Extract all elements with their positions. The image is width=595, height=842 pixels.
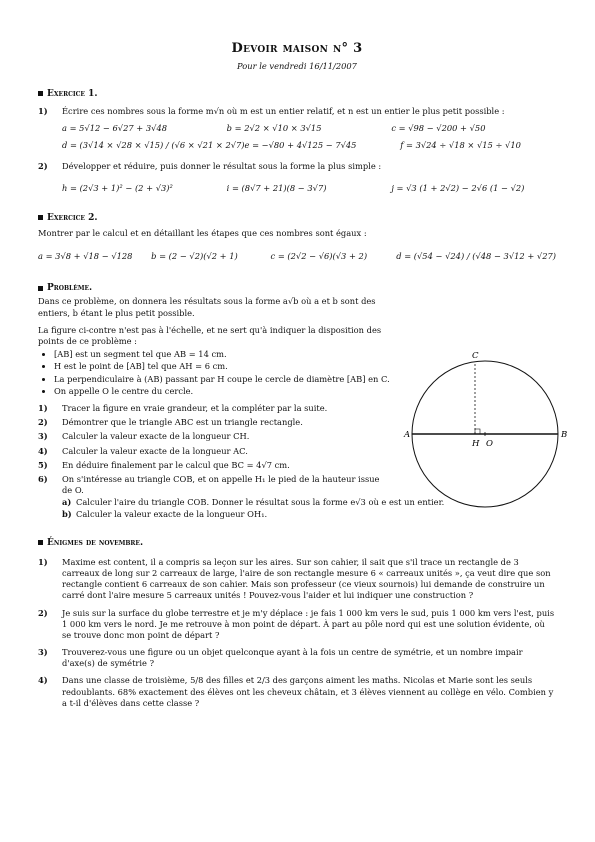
list-item: 4) Dans une classe de troisième, 5/8 des filles et 2/3 des garçons aiment les maths. Nicolas et Marie sont les seuls redoublants. 68% exactement des élèves ont les cheveux châtain, et 3 élèves viennent au collège en vélo. Combien y a t-il d'élèves dans cette classe ? (38, 675, 554, 708)
label-c: C (472, 351, 479, 361)
expr-h: h = (2√3 + 1)² − (2 + √3)² (62, 182, 173, 193)
list-item: • H est le point de [AB] tel que AH = 6 cm. (54, 361, 390, 372)
list-item: b) Calculer la valeur exacte de la longueur OH₁. (62, 509, 268, 520)
circle-figure (370, 318, 570, 518)
expr-i: i = (8√7 + 21)(8 − 3√7) (226, 182, 327, 193)
label-o: O (486, 439, 493, 449)
list-item: • [AB] est un segment tel que AB = 14 cm. (54, 349, 390, 360)
ex1-question-1: 1) Écrire ces nombres sous la forme m√n où m est un entier relatif, et n est un entier le plus petit possible : (38, 105, 505, 116)
expr-e: e = −√80 + 4√125 − 7√45 (244, 140, 357, 151)
expr-b: b = 2√2 × √10 × 3√15 (226, 123, 322, 134)
label-b: B (561, 430, 568, 440)
list-item: • La perpendiculaire à (AB) passant par H coupe le cercle de diamètre [AB] en C. (54, 374, 390, 385)
list-item: 3) Trouverez-vous une figure ou un objet quelconque ayant à la fois un centre de symétrie, et un nombre impair d'axe(s) de symétrie ? (38, 647, 523, 669)
list-item: a) Calculer l'aire du triangle COB. Donner le résultat sous la forme e√3 où e est un entier. (62, 497, 445, 508)
ex2-expr-c: c = (2√2 − √6)(√3 + 2) (270, 251, 368, 262)
exercise-1-heading: Exercice 1. (38, 88, 556, 100)
page-title: Devoir maison n° 3 (231, 41, 363, 56)
ex1-row-3 (62, 183, 556, 194)
ex1-question-2: 2) Développer et réduire, puis donner le résultat sous la forme la plus simple : (38, 161, 382, 172)
list-item: 1) Tracer la figure en vraie grandeur, et la compléter par la suite. (38, 402, 328, 413)
expr-c: c = √98 − √200 + √50 (391, 123, 486, 134)
list-item: • On appelle O le centre du cercle. (54, 386, 390, 397)
riddles-heading: Énigmes de novembre. (38, 537, 556, 549)
list-item: 5) En déduire finalement par le calcul que BC = 4√7 cm. (38, 459, 290, 470)
list-item: 4) Calculer la valeur exacte de la longueur AC. (38, 445, 248, 456)
square-bullet-icon (38, 215, 43, 220)
expr-f: f = 3√24 ÷ √18 × √15 ÷ √10 (400, 140, 521, 151)
ex1-row-1 (62, 123, 556, 134)
list-item: 1) Maxime est content, il a compris sa leçon sur les aires. Sur son cahier, il sait que s'il trace un rectangle de 3 carreaux de long sur 2 carreaux de large, l'aire de son rectangle mesure 6 « carreaux unités », ça veut dire que son rectangle contient 6 carreaux de son cahier. Mais son professeur (ce vieux sournois) lui demande de construire un carré dont l'aire mesure 5 carreaux unités ! Pouvez-vous l'aider et lui indiquer une construction ? (38, 556, 551, 601)
riddles-list (38, 557, 556, 709)
list-item: 2) Je suis sur la surface du globe terrestre et je m'y déplace : je fais 1 000 km vers le sud, puis 1 000 km vers l'est, puis 1 000 km vers le nord. Je me retrouve à mon point de départ. À part au pôle nord qui est une solution évidente, où se trouve donc mon point de départ ? (38, 607, 555, 640)
expr-d: d = (3√14 × √28 × √15) / (√6 × √21 × 2√7) (62, 140, 245, 151)
problem-bullets (54, 349, 390, 397)
ex1-row-2 (62, 140, 556, 151)
square-bullet-icon (38, 286, 43, 291)
ex2-expr-b: b = (2 − √2)(√2 + 1) (151, 251, 238, 262)
list-item: 2) Démontrer que le triangle ABC est un triangle rectangle. (38, 417, 303, 428)
ex2-expr-d: d = (√54 − √24) / (√48 − 3√12 + √27) (396, 251, 556, 262)
exercise-2-heading: Exercice 2. (38, 212, 556, 224)
ex2-expr-a: a = 3√8 + √18 − √128 (38, 251, 133, 262)
label-h: H (472, 439, 480, 449)
problem-para-1: Dans ce problème, on donnera les résultats sous la forme a√b où a et b sont des entiers, b étant le plus petit possible. (38, 296, 376, 318)
ex2-row (38, 251, 556, 262)
list-item: 6) On s'intéresse au triangle COB, et on appelle H₁ le pied de la hauteur issue de O. (38, 473, 380, 496)
page-subtitle: Pour le vendredi 16/11/2007 (237, 60, 357, 71)
square-bullet-icon (38, 540, 43, 545)
problem-intro (38, 296, 390, 397)
label-a: A (404, 430, 411, 440)
problem-para-2: La figure ci-contre n'est pas à l'échelle, et ne sert qu'à indiquer la disposition des points de ce problème : (38, 324, 382, 347)
expr-j: j = √3 (1 + 2√2) − 2√6 (1 − √2) (391, 182, 525, 193)
square-bullet-icon (38, 91, 43, 96)
problem-heading: Problème. (38, 282, 556, 294)
ex2-intro: Montrer par le calcul et en détaillant les étapes que ces nombres sont égaux : (38, 227, 367, 238)
list-item: 3) Calculer la valeur exacte de la longueur CH. (38, 431, 250, 442)
expr-a: a = 5√12 − 6√27 + 3√48 (62, 123, 167, 134)
